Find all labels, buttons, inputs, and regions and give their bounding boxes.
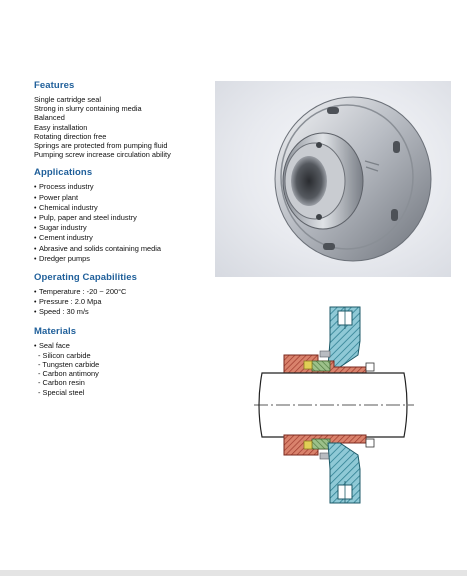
features-title: Features xyxy=(34,80,75,91)
application-item: • Chemical industry xyxy=(34,203,214,213)
applications-section xyxy=(34,167,214,264)
materials-heading: • Seal face xyxy=(34,341,214,351)
applications-list xyxy=(34,182,214,264)
page-footer-band xyxy=(0,570,467,576)
cartridge-seal-image xyxy=(215,81,451,277)
application-item: • Dredger pumps xyxy=(34,254,214,264)
materials-list xyxy=(34,351,214,397)
feature-item: Pumping screw increase circulation ability xyxy=(34,150,171,160)
operating-section xyxy=(34,272,214,318)
materials-title: Materials xyxy=(34,325,77,337)
feature-item: Easy installation xyxy=(34,122,88,132)
application-item: • Abrasive and solids containing media xyxy=(34,244,214,254)
material-item: - Special steel xyxy=(38,387,85,397)
materials-heading-list xyxy=(34,341,214,351)
feature-item: Single cartridge seal xyxy=(34,95,101,104)
material-item: - Carbon resin xyxy=(38,378,85,388)
application-item: • Process industry xyxy=(34,182,214,192)
features-list xyxy=(34,95,214,159)
operating-title: Operating Capabilities xyxy=(34,272,138,284)
feature-item: Rotating direction free xyxy=(34,131,107,141)
features-section xyxy=(34,80,214,159)
application-item: • Power plant xyxy=(34,193,214,203)
text-column xyxy=(34,80,214,405)
operating-list xyxy=(34,287,214,318)
material-item: - Silicon carbide xyxy=(38,350,91,360)
material-item: - Tungsten carbide xyxy=(38,360,100,370)
application-item: • Pulp, paper and steel industry xyxy=(34,213,214,223)
materials-section xyxy=(34,326,214,397)
operating-item: • Temperature : -20 ~ 200°C xyxy=(34,287,214,297)
operating-item: • Pressure : 2.0 Mpa xyxy=(34,297,214,307)
material-item: - Carbon antimony xyxy=(38,369,99,379)
seal-cross-section-diagram xyxy=(254,305,414,509)
operating-item: • Speed : 30 m/s xyxy=(34,307,214,317)
feature-item: Balanced xyxy=(34,113,65,123)
product-photo xyxy=(215,81,451,277)
feature-item: Springs are protected from pumping fluid xyxy=(34,141,168,151)
feature-item: Strong in slurry containing media xyxy=(34,104,142,114)
applications-title: Applications xyxy=(34,167,93,179)
cross-section-drawing xyxy=(254,305,414,509)
application-item: • Sugar industry xyxy=(34,223,214,233)
application-item: • Cement industry xyxy=(34,233,214,243)
